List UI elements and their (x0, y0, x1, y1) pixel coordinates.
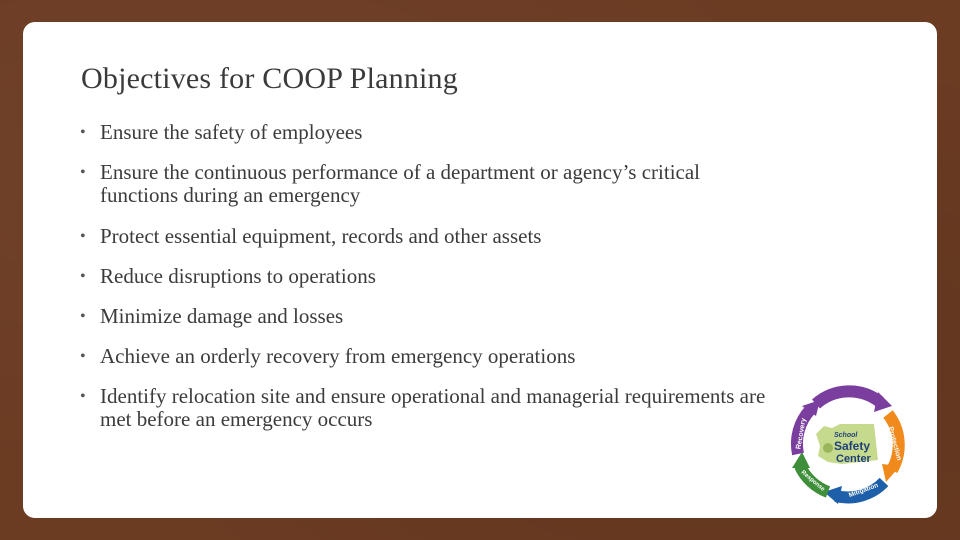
bullet-text: Reduce disruptions to operations (100, 264, 376, 288)
logo-line-center: Center (836, 453, 871, 465)
bullet-marker: • (80, 388, 86, 405)
mitigation-label: Mitigation (847, 482, 880, 500)
bullet-marker: • (80, 228, 86, 245)
protection-arrowhead (882, 464, 900, 482)
bullet-text: Protect essential equipment, records and other assets (100, 224, 542, 248)
bullet-marker: • (80, 308, 86, 325)
bullet-marker: • (80, 268, 86, 285)
bullet-text: Ensure the safety of employees (100, 120, 363, 144)
logo-line-safety: Safety (834, 439, 871, 453)
bullet-list (80, 121, 780, 449)
bullet-text: Achieve an orderly recovery from emergency operations (100, 344, 576, 368)
bullet-item (80, 121, 780, 144)
bullet-item (80, 225, 780, 248)
logo-line-school: School (834, 432, 858, 439)
bullet-marker: • (80, 124, 86, 141)
protection-label: Protection (886, 425, 903, 462)
bullet-item (80, 161, 780, 207)
bullet-text: Identify relocation site and ensure operational and managerial requirements are met before an emergency occurs (100, 384, 766, 431)
response-label: Response (799, 469, 826, 493)
recovery-label: Recovery (795, 417, 808, 450)
bullet-item (80, 345, 780, 368)
prevention-arc (816, 391, 880, 404)
bullet-marker: • (80, 164, 86, 181)
bullet-text: Ensure the continuous performance of a department or agency’s critical functions during an emergency (100, 160, 701, 207)
state-seal-icon (823, 443, 833, 453)
bullet-item (80, 305, 780, 328)
bullet-marker: • (80, 348, 86, 365)
slide-title: Objectives for COOP Planning (81, 62, 458, 95)
school-safety-center-logo (788, 382, 908, 506)
bullet-item (80, 385, 780, 431)
prevention-label: Prevention (829, 406, 867, 413)
bullet-text: Minimize damage and losses (100, 304, 344, 328)
bullet-item (80, 265, 780, 288)
